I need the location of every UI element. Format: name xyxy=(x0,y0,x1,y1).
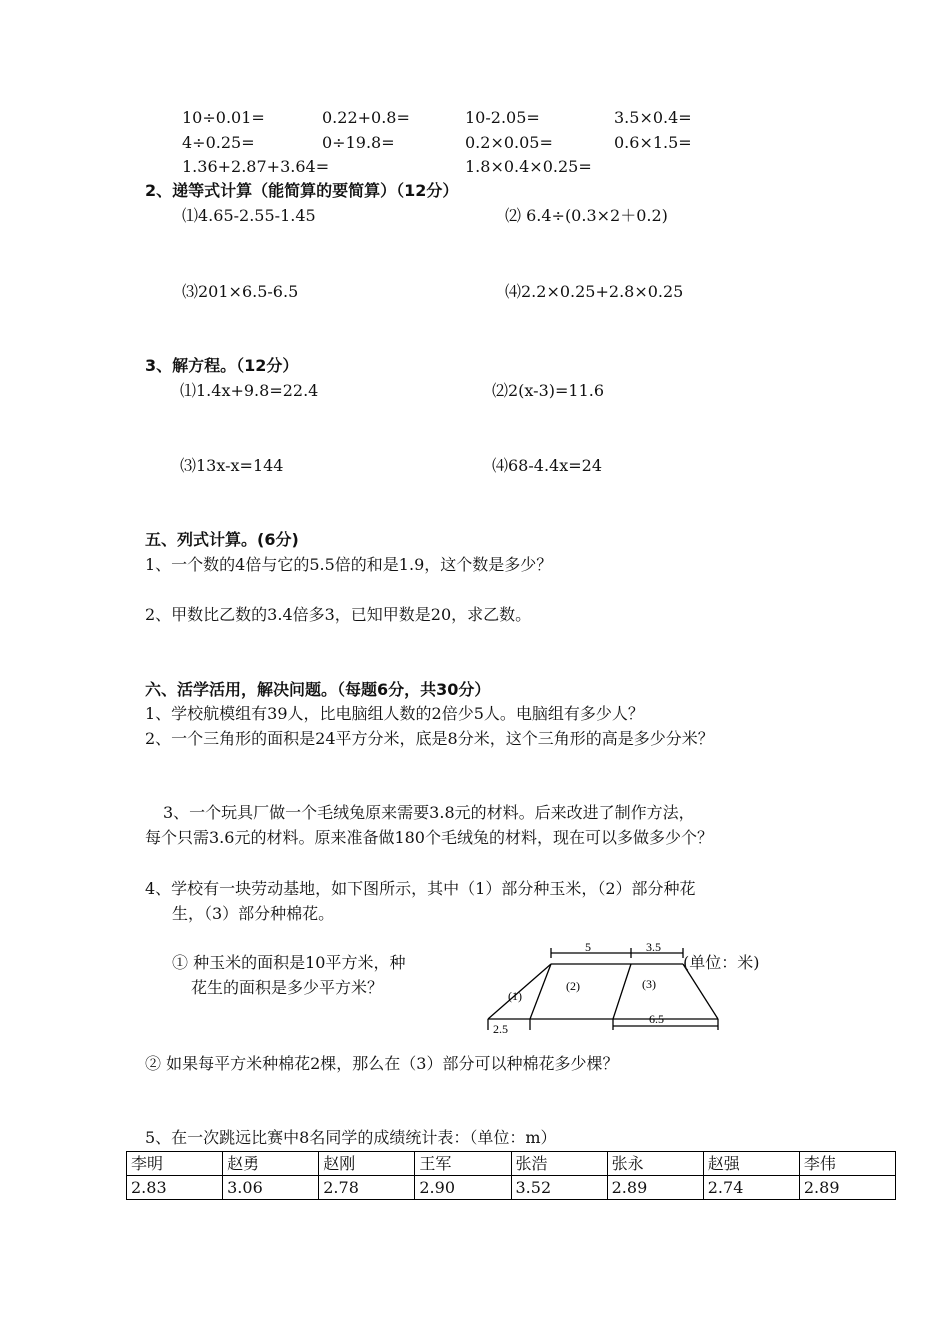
region-1-label: (1) xyxy=(508,989,522,1003)
table-cell: 2.78 xyxy=(319,1176,415,1200)
oral-calc-10: 1.8×0.4×0.25= xyxy=(465,157,592,176)
sec6-q4-sub1-line2: 花生的面积是多少平方米？ xyxy=(191,978,384,997)
oral-calc-3: 10-2.05= xyxy=(465,108,540,127)
bottom-right-length: 6.5 xyxy=(649,1012,664,1026)
table-cell: 2.89 xyxy=(607,1176,703,1200)
sec6-q3-line2: 每个只需3.6元的材料。原来准备做180个毛绒兔的材料，现在可以多做多少个？ xyxy=(145,828,713,847)
sec2-item-4: ⑷2.2×0.25+2.8×0.25 xyxy=(505,282,684,301)
sec3-item-3: ⑶13x-x=144 xyxy=(180,456,284,475)
section-3-title: 3、解方程。（12分） xyxy=(145,356,299,375)
oral-calc-4: 3.5×0.4= xyxy=(614,108,692,127)
table-cell: 张浩 xyxy=(511,1152,607,1176)
table-cell: 赵刚 xyxy=(319,1152,415,1176)
oral-calc-2: 0.22+0.8= xyxy=(322,108,410,127)
table-row-scores xyxy=(127,1176,896,1200)
sec6-q4-sub1-line1: ① 种玉米的面积是10平方米，种 xyxy=(172,953,406,972)
region-2-label: (2) xyxy=(566,979,580,993)
table-cell: 赵勇 xyxy=(223,1152,319,1176)
table-cell: 王军 xyxy=(415,1152,511,1176)
table-cell: 2.83 xyxy=(127,1176,223,1200)
section-2-title: 2、递等式计算（能简算的要简算）（12分） xyxy=(145,181,459,200)
table-cell: 3.06 xyxy=(223,1176,319,1200)
oral-calc-1: 10÷0.01= xyxy=(182,108,265,127)
oral-calc-7: 0.2×0.05= xyxy=(465,133,553,152)
sec5-q1: 1、一个数的4倍与它的5.5倍的和是1.9，这个数是多少？ xyxy=(145,555,553,574)
oral-calc-9: 1.36+2.87+3.64= xyxy=(182,157,330,176)
sec2-item-3: ⑶201×6.5-6.5 xyxy=(182,282,299,301)
sec6-q3-line1: 3、一个玩具厂做一个毛绒兔原来需要3.8元的材料。后来改进了制作方法， xyxy=(163,803,695,822)
sec2-item-1: ⑴4.65-2.55-1.45 xyxy=(182,206,316,225)
table-cell: 李伟 xyxy=(799,1152,895,1176)
table-cell: 2.90 xyxy=(415,1176,511,1200)
sec6-q4-line2: 生，（3）部分种棉花。 xyxy=(172,904,335,923)
sec3-item-1: ⑴1.4x+9.8=22.4 xyxy=(180,381,319,400)
oral-calc-8: 0.6×1.5= xyxy=(614,133,692,152)
sec6-q5-title: 5、在一次跳远比赛中8名同学的成绩统计表：（单位：m） xyxy=(145,1128,557,1147)
sec5-q2: 2、甲数比乙数的3.4倍多3，已知甲数是20，求乙数。 xyxy=(145,605,532,624)
table-cell: 3.52 xyxy=(511,1176,607,1200)
section-5-title: 五、列式计算。(6分) xyxy=(145,530,299,549)
section-6-title: 六、活学活用，解决问题。（每题6分，共30分） xyxy=(145,680,491,699)
sec6-q1: 1、学校航模组有39人，比电脑组人数的2倍少5人。电脑组有多少人？ xyxy=(145,704,644,723)
region-3-label: (3) xyxy=(642,977,656,991)
sec2-item-2: ⑵ 6.4÷(0.3×2＋0.2) xyxy=(505,206,668,225)
table-cell: 李明 xyxy=(127,1152,223,1176)
table-cell: 2.89 xyxy=(799,1176,895,1200)
table-cell: 2.74 xyxy=(703,1176,799,1200)
bottom-left-length: 2.5 xyxy=(493,1022,508,1036)
long-jump-table xyxy=(126,1151,896,1200)
unit-label: (单位：米) xyxy=(683,953,760,972)
oral-calc-5: 4÷0.25= xyxy=(182,133,255,152)
sec3-item-2: ⑵2(x-3)=11.6 xyxy=(492,381,605,400)
top-length-1: 5 xyxy=(585,940,591,954)
table-row-names xyxy=(127,1152,896,1176)
oral-calc-6: 0÷19.8= xyxy=(322,133,395,152)
table-cell: 赵强 xyxy=(703,1152,799,1176)
divider-1 xyxy=(530,964,551,1019)
sec6-q4-sub2: ② 如果每平方米种棉花2棵，那么在（3）部分可以种棉花多少棵？ xyxy=(145,1054,619,1073)
top-length-2: 3.5 xyxy=(646,940,661,954)
sec6-q4-line1: 4、学校有一块劳动基地，如下图所示，其中（1）部分种玉米，（2）部分种花 xyxy=(145,879,696,898)
divider-2 xyxy=(613,964,631,1019)
sec3-item-4: ⑷68-4.4x=24 xyxy=(492,456,603,475)
sec6-q2: 2、一个三角形的面积是24平方分米，底是8分米，这个三角形的高是多少分米？ xyxy=(145,729,714,748)
table-cell: 张永 xyxy=(607,1152,703,1176)
